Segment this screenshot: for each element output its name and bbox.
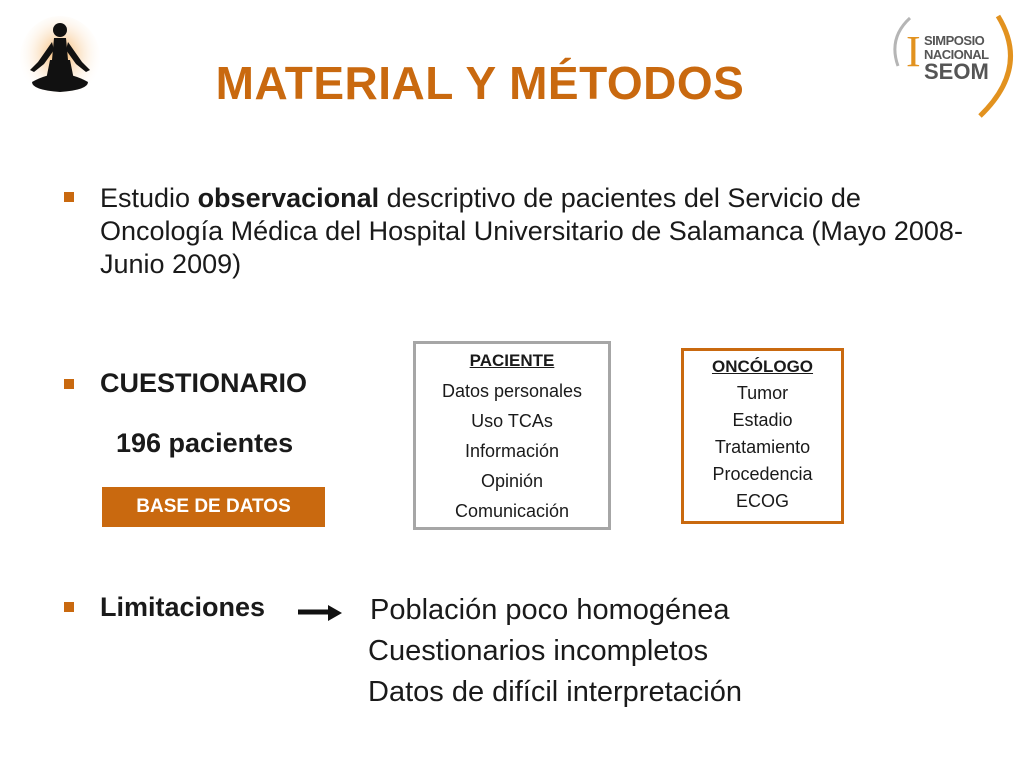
intro-bold: observacional — [197, 183, 380, 213]
list-item: Información — [464, 441, 560, 461]
intro-part1: Estudio — [100, 183, 198, 213]
logo-line2: NACIONAL — [924, 47, 989, 62]
paciente-header: PACIENTE — [469, 351, 555, 370]
right-arrow-icon — [298, 602, 344, 624]
list-item: Uso TCAs — [471, 411, 553, 431]
list-item: Opinión — [480, 471, 544, 491]
intro-part2: descriptivo de pacientes del Servicio de Oncología Médica del Hospital Universitario de Salamanca (Mayo 2008- Junio 2009) — [100, 183, 963, 279]
list-item: Comunicación — [454, 501, 570, 521]
list-item: ECOG — [735, 491, 789, 511]
list-item: Estadio — [732, 410, 793, 430]
limitaciones-label: Limitaciones — [100, 592, 266, 622]
meditation-figure-icon — [18, 16, 102, 104]
patient-count: 196 pacientes — [116, 428, 294, 458]
square-bullet-icon — [64, 379, 74, 389]
base-de-datos-button: BASE DE DATOS — [102, 487, 325, 527]
seom-logo — [880, 8, 1020, 120]
intro-paragraph — [100, 182, 980, 281]
paciente-box — [413, 341, 611, 530]
square-bullet-icon — [64, 602, 74, 612]
square-bullet-icon — [64, 192, 74, 202]
oncologo-header: ONCÓLOGO — [711, 357, 814, 376]
list-item: Tratamiento — [714, 437, 811, 457]
list-item: Datos personales — [441, 381, 583, 401]
oncologo-box — [681, 348, 844, 524]
list-item: Datos de difícil interpretación — [368, 676, 742, 708]
logo-line1: SIMPOSIO — [924, 33, 985, 48]
logo-name: SEOM — [924, 59, 989, 84]
limitaciones-list — [368, 590, 742, 713]
list-item: Población poco homogénea — [370, 594, 730, 626]
list-item: Procedencia — [712, 464, 813, 484]
page-title: MATERIAL Y MÉTODOS — [215, 57, 745, 109]
cuestionario-label: CUESTIONARIO — [100, 368, 308, 398]
logo-numeral: I — [906, 27, 921, 76]
list-item: Tumor — [736, 383, 789, 403]
list-item: Cuestionarios incompletos — [368, 635, 709, 667]
